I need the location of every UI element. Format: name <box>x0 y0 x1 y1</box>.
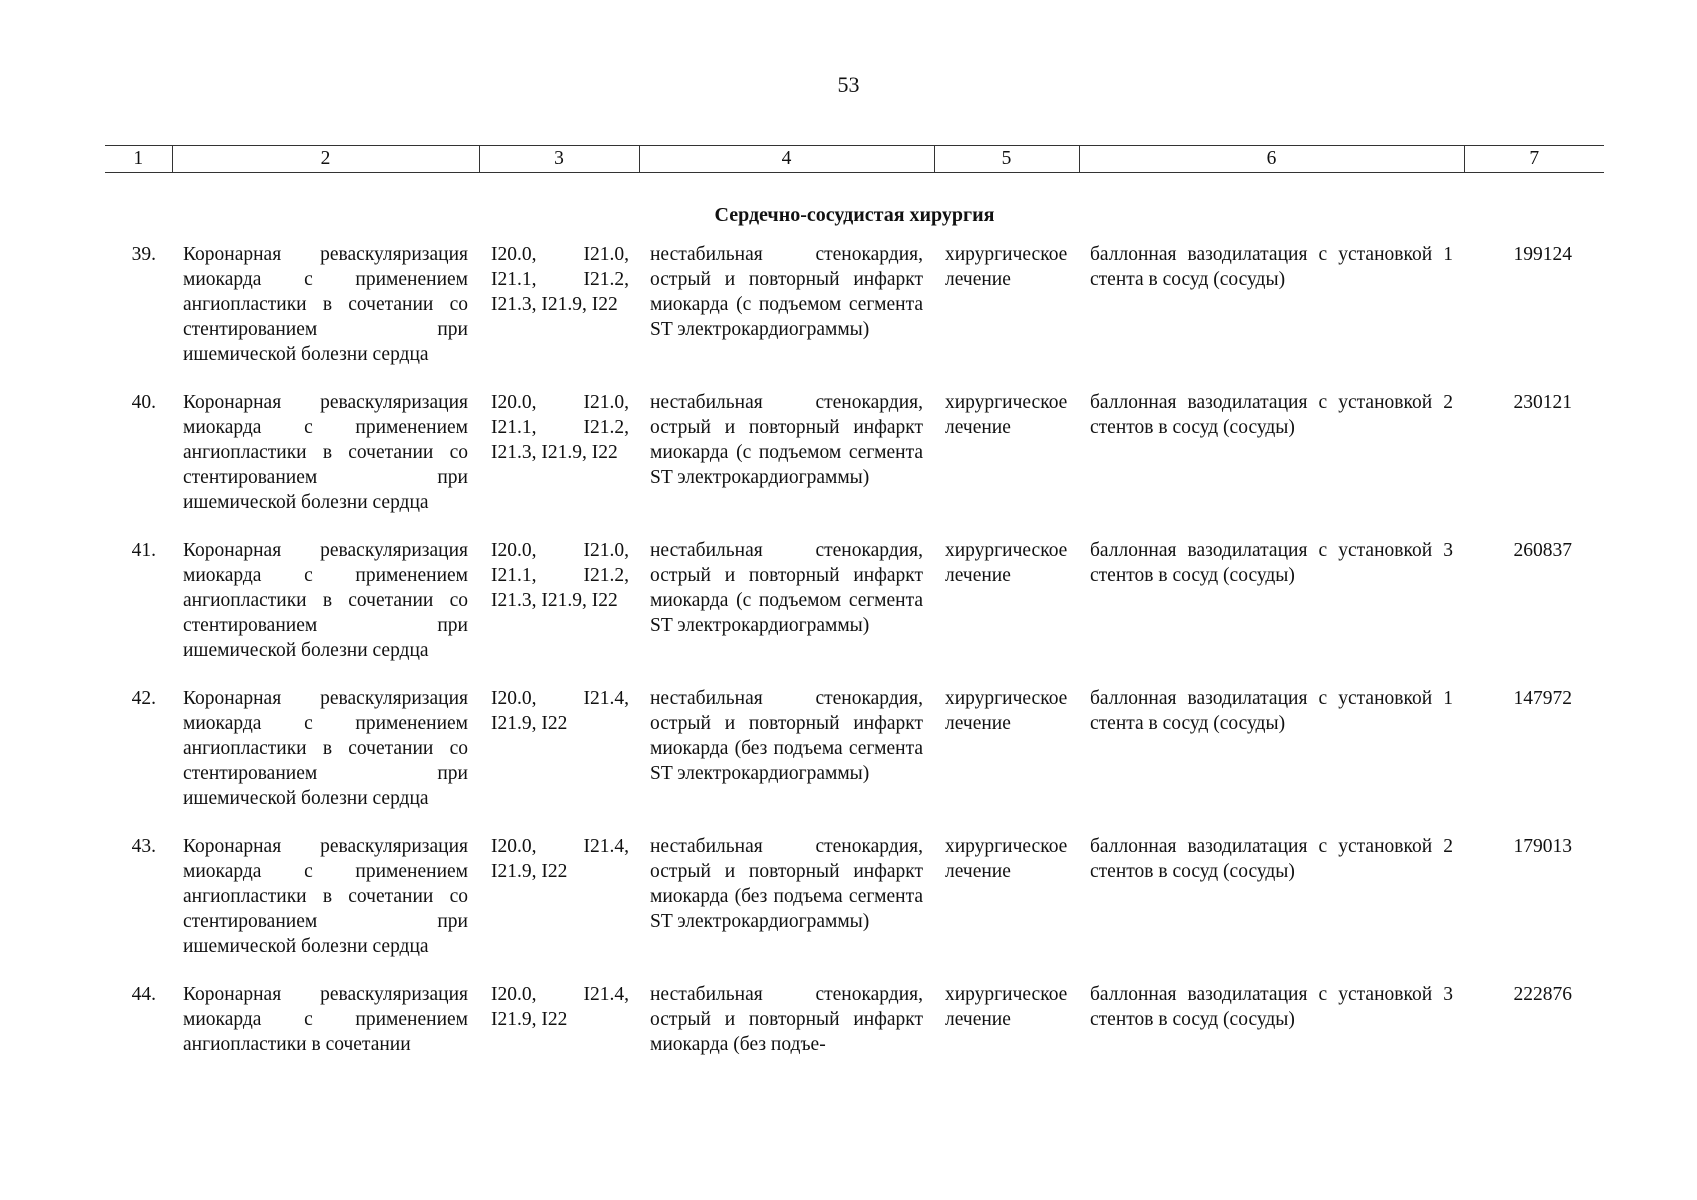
diagnosis: нестабильная стенокардия, острый и повторный инфаркт миокарда (без подъема сегмента ST электрокардиограммы) <box>650 836 923 932</box>
table-row <box>105 982 1604 1072</box>
treatment-type: хирургическое лечение <box>945 984 1068 1030</box>
diagnosis: нестабильная стенокардия, острый и повторный инфаркт миокарда (с подъемом сегмента ST электрокардиограммы) <box>650 392 923 488</box>
cost-value: 222876 <box>1513 984 1572 1005</box>
row-number: 39. <box>131 244 156 265</box>
treatment-type: хирургическое лечение <box>945 392 1068 438</box>
icd-codes: I20.0, I21.4, I21.9, I22 <box>491 836 629 882</box>
table-row <box>105 686 1604 834</box>
procedure-name: Коронарная реваскуляризация миокарда с применением ангиопластики в сочетании со стентированием при ишемической болезни сердца <box>183 244 468 365</box>
column-header: 6 <box>1079 146 1464 173</box>
diagnosis: нестабильная стенокардия, острый и повторный инфаркт миокарда (с подъемом сегмента ST электрокардиограммы) <box>650 540 923 636</box>
table-row <box>105 390 1604 538</box>
diagnosis: нестабильная стенокардия, острый и повторный инфаркт миокарда (без подъе- <box>650 984 923 1055</box>
column-header: 5 <box>934 146 1079 173</box>
treatment-type: хирургическое лечение <box>945 540 1068 586</box>
row-number: 41. <box>131 540 156 561</box>
treatment-type: хирургическое лечение <box>945 836 1068 882</box>
table-row <box>105 242 1604 390</box>
treatment-method: баллонная вазодилатация с установкой 1 стента в сосуд (сосуды) <box>1090 688 1453 734</box>
services-table <box>105 145 1604 1072</box>
cost-value: 230121 <box>1513 392 1572 413</box>
column-header: 4 <box>639 146 934 173</box>
treatment-method: баллонная вазодилатация с установкой 1 стента в сосуд (сосуды) <box>1090 244 1453 290</box>
column-header: 2 <box>172 146 479 173</box>
column-header: 3 <box>479 146 639 173</box>
row-number: 43. <box>131 836 156 857</box>
icd-codes: I20.0, I21.4, I21.9, I22 <box>491 688 629 734</box>
diagnosis: нестабильная стенокардия, острый и повторный инфаркт миокарда (без подъема сегмента ST электрокардиограммы) <box>650 688 923 784</box>
icd-codes: I20.0, I21.0, I21.1, I21.2, I21.3, I21.9, I22 <box>491 540 629 611</box>
icd-codes: I20.0, I21.4, I21.9, I22 <box>491 984 629 1030</box>
cost-value: 199124 <box>1513 244 1572 265</box>
procedure-name: Коронарная реваскуляризация миокарда с применением ангиопластики в сочетании со стентированием при ишемической болезни сердца <box>183 392 468 513</box>
diagnosis: нестабильная стенокардия, острый и повторный инфаркт миокарда (с подъемом сегмента ST электрокардиограммы) <box>650 244 923 340</box>
icd-codes: I20.0, I21.0, I21.1, I21.2, I21.3, I21.9, I22 <box>491 244 629 315</box>
procedure-name: Коронарная реваскуляризация миокарда с применением ангиопластики в сочетании со стентированием при ишемической болезни сердца <box>183 540 468 661</box>
cost-value: 147972 <box>1513 688 1572 709</box>
procedure-name: Коронарная реваскуляризация миокарда с применением ангиопластики в сочетании со стентированием при ишемической болезни сердца <box>183 836 468 957</box>
procedure-name: Коронарная реваскуляризация миокарда с применением ангиопластики в сочетании со стентированием при ишемической болезни сердца <box>183 688 468 809</box>
treatment-method: баллонная вазодилатация с установкой 2 стентов в сосуд (сосуды) <box>1090 836 1453 882</box>
table-body <box>105 242 1604 1072</box>
cost-value: 179013 <box>1513 836 1572 857</box>
table-row <box>105 834 1604 982</box>
procedure-name: Коронарная реваскуляризация миокарда с применением ангиопластики в сочетании <box>183 984 468 1055</box>
column-header: 1 <box>105 146 172 173</box>
table-row <box>105 538 1604 686</box>
page-number: 53 <box>837 72 860 97</box>
icd-codes: I20.0, I21.0, I21.1, I21.2, I21.3, I21.9, I22 <box>491 392 629 463</box>
treatment-method: баллонная вазодилатация с установкой 3 стентов в сосуд (сосуды) <box>1090 984 1453 1030</box>
cost-value: 260837 <box>1513 540 1572 561</box>
column-header: 7 <box>1464 146 1604 173</box>
section-title: Сердечно-сосудистая хирургия <box>714 204 995 226</box>
treatment-method: баллонная вазодилатация с установкой 3 стентов в сосуд (сосуды) <box>1090 540 1453 586</box>
treatment-type: хирургическое лечение <box>945 688 1068 734</box>
row-number: 42. <box>131 688 156 709</box>
treatment-type: хирургическое лечение <box>945 244 1068 290</box>
treatment-method: баллонная вазодилатация с установкой 2 стентов в сосуд (сосуды) <box>1090 392 1453 438</box>
column-number-header <box>105 146 1604 173</box>
row-number: 44. <box>131 984 156 1005</box>
row-number: 40. <box>131 392 156 413</box>
